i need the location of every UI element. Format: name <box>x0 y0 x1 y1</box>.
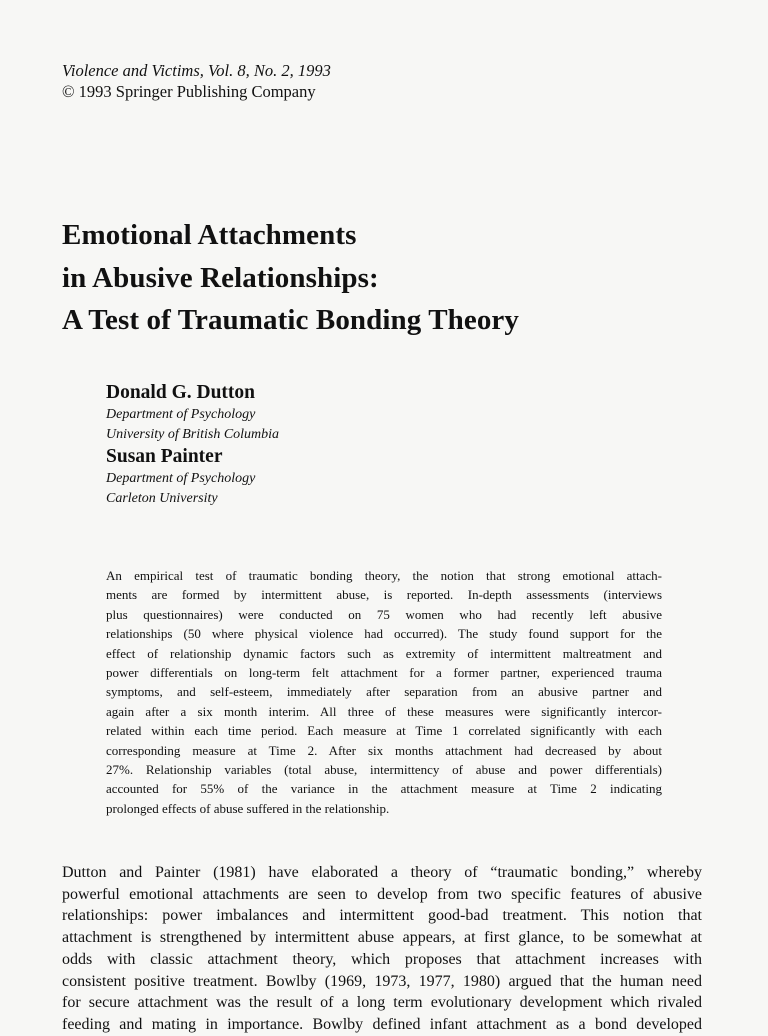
abstract-line: accounted for 55% of the variance in the attachment measure at Time 2 indicating <box>106 781 662 797</box>
affiliation-line: Carleton University <box>106 491 218 506</box>
body-line: for secure attachment was the result of a long term evolutionary development which rivaled <box>62 994 702 1012</box>
body-paragraph <box>62 862 702 1036</box>
abstract-line: An empirical test of traumatic bonding theory, the notion that strong emotional attach- <box>106 568 662 583</box>
affiliation-line: University of British Columbia <box>106 427 280 442</box>
copyright-notice: © 1993 Springer Publishing Company <box>62 82 316 101</box>
body-line: relationships: power imbalances and intermittent good-bad treatment. This notion that <box>62 907 702 925</box>
author-entry <box>106 381 279 445</box>
abstract-line: corresponding measure at Time 2. After six months attachment had decreased by about <box>106 742 662 758</box>
author-block <box>106 381 279 509</box>
author-affiliation <box>106 405 279 445</box>
journal-citation: Violence and Victims, Vol. 8, No. 2, 1993 <box>62 61 331 80</box>
author-entry <box>106 445 279 509</box>
abstract <box>106 566 662 818</box>
affiliation-line: Department of Psychology <box>106 407 256 422</box>
abstract-line: prolonged effects of abuse suffered in the relationship. <box>106 800 390 816</box>
title-line: in Abusive Relationships: <box>62 261 379 294</box>
title-line: A Test of Traumatic Bonding Theory <box>62 304 520 336</box>
body-line: attachment is strengthened by intermittent abuse appears, at first glance, to be somewhat at <box>62 929 702 947</box>
abstract-line: relationships (50 where physical violence had occurred). The study found support for the <box>106 626 662 642</box>
title-line: Emotional Attachments <box>62 219 357 251</box>
author-affiliation <box>106 469 279 509</box>
abstract-line: ments are formed by intermittent abuse, is reported. In-depth assessments (interviews <box>106 587 662 603</box>
abstract-line: plus questionnaires) were conducted on 75 women who had recently left abusive <box>106 606 662 622</box>
abstract-line: 27%. Relationship variables (total abuse, intermittency of abuse and power differentials) <box>106 762 662 778</box>
body-line: feeding and mating in importance. Bowlby defined infant attachment as a bond developed <box>62 1015 702 1033</box>
author-name: Susan Painter <box>106 446 223 467</box>
author-name: Donald G. Dutton <box>106 382 255 403</box>
body-line: Dutton and Painter (1981) have elaborated a theory of “traumatic bonding,” whereby <box>62 864 702 881</box>
body-line: consistent positive treatment. Bowlby (1969, 1973, 1977, 1980) argued that the human need <box>62 972 702 990</box>
abstract-line: effect of relationship dynamic factors such as extremity of intermittent maltreatment and <box>106 645 662 661</box>
abstract-line: again after a six month interim. All three of these measures were significantly intercor- <box>106 703 662 719</box>
abstract-line: related within each time period. Each measure at Time 1 correlated significantly with each <box>106 723 662 739</box>
article-title <box>62 214 519 342</box>
journal-header <box>62 60 331 102</box>
affiliation-line: Department of Psychology <box>106 471 256 486</box>
abstract-line: power differentials on long-term felt attachment for a former partner, experienced trauma <box>106 665 662 681</box>
body-line: powerful emotional attachments are seen to develop from two specific features of abusive <box>62 885 702 903</box>
body-line: odds with classic attachment theory, which proposes that attachment increases with <box>62 950 702 968</box>
abstract-line: symptoms, and self-esteem, immediately after separation from an abusive partner and <box>106 684 662 700</box>
